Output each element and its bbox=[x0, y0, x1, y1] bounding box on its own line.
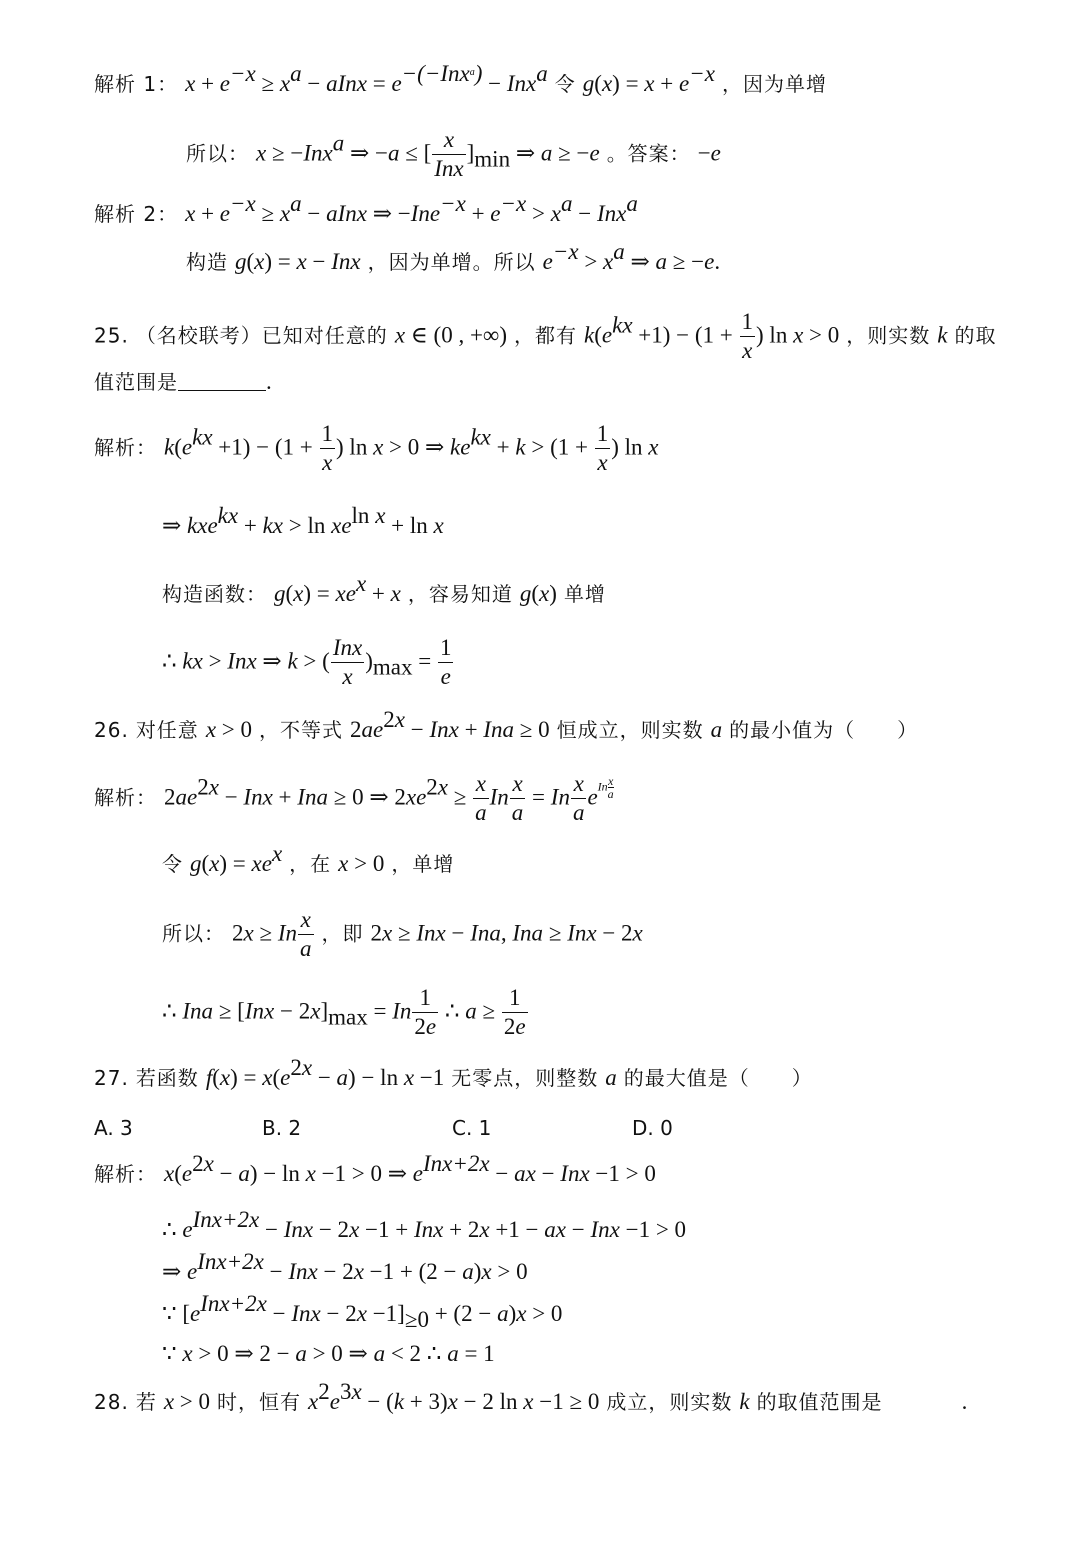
solution-26-line-4: ∴ Ina ≥ $[Inx - 2x]_{max} = In$ $\frac{1}{2e}$ ∴ a ≥ $\frac{1}{2e}$ bbox=[162, 985, 526, 1040]
solution-27-line-1: 解析： $x(e^{2x} - a) - \ln x -1 > 0$ ⇒ $e^{Inx+2x}$ − ax − Inx −1 > 0 bbox=[94, 1151, 656, 1186]
question-28: 28. 若 x > 0 时，恒有 $x^2e^{3x} - (k + 3)x - 2$ ln x −1 ≥ 0 成立，则实数 k 的取值范围是 . bbox=[94, 1379, 968, 1414]
solution-27-line-5: ∵ x > 0 ⇒ 2 − a > 0 ⇒ a < 2 ∴ a = 1 bbox=[162, 1341, 495, 1366]
option-c: C. 1 bbox=[452, 1116, 492, 1140]
question-25-line-2: 值范围是 . bbox=[94, 369, 272, 394]
solution-25-line-1: 解析： $k(e^{kx} +1) - (1$ + $\frac{1}{x}$ ) ln x > 0 ⇒ $ke^{kx} + k > (1$ + $\frac{1}{x}$ ) ln x bbox=[94, 421, 659, 476]
option-b: B. 2 bbox=[262, 1116, 302, 1140]
solution-27-line-4: ∵ [$e^{Inx+2x}$ − Inx − $2x -1]_{\ge 0} + (2 - a)x > 0$ bbox=[162, 1291, 563, 1332]
solution-1-line-1: 解析 1： $x + e^{-x} \ge x^a$ − aInx = $e^{-(-Inx^a)} - Inx^a$ 令 $g(x) = x + e^{-x}$ ，因为单增 bbox=[94, 61, 827, 96]
solution-1-label: 解析 1： bbox=[94, 72, 179, 96]
solution-26-line-3: 所以： 2x ≥ In $\frac{x}{a}$ ，即 2x ≥ Inx − Ina, Ina ≥ Inx − 2x bbox=[162, 907, 643, 962]
solution-2-line-1: 解析 2： $x + e^{-x} \ge x^a$ − aInx ⇒ $-Ine^{-x} + e^{-x} > x^a - Inx^a$ bbox=[94, 191, 638, 226]
question-27: 27. 若函数 $f(x) = x(e^{2x} - a) - \ln x -1$ 无零点，则整数 a 的最大值是（ ） bbox=[94, 1055, 813, 1090]
solution-25-line-2: ⇒ kxe$^{kx}$ + kx > $\ln xe^{ln x} + \ln x$ bbox=[162, 503, 444, 538]
option-d: D. 0 bbox=[632, 1116, 673, 1140]
answer-blank bbox=[178, 370, 266, 391]
solution-25-line-3: 构造函数： $g(x) = xe^x + x$ ，容易知道 g(x) 单增 bbox=[162, 571, 606, 606]
solution-2-label: 解析 2： bbox=[94, 202, 179, 226]
solution-1-line-2: 所以： x ≥ −Inx$^a$ ⇒ −a ≤ [ $\frac{x}{\text{Inx}}$ ]$_{min}$ ⇒ a ≥ −e 。答案： −e bbox=[186, 127, 721, 182]
question-27-number: 27. bbox=[94, 1066, 129, 1090]
option-a: A. 3 bbox=[94, 1116, 133, 1140]
solution-25-line-4: ∴ kx > Inx ⇒ k > ( $\frac{\text{Inx}}{x}$ )$_{max}$ = $\frac{1}{e}$ bbox=[162, 635, 452, 690]
question-25-line-1: 25. （名校联考）已知对任意的 x ∈ (0 , +∞) ，都有 $k(e^{kx} +1) - (1$ + $\frac{1}{x}$ ) ln x > 0 ，则实数 k 的取 bbox=[94, 309, 997, 364]
question-26-number: 26. bbox=[94, 718, 129, 742]
solution-label: 解析： bbox=[94, 435, 157, 460]
question-25-number: 25. bbox=[94, 323, 129, 348]
solution-26-line-1: 解析： $2ae^{2x}$ − Inx + Ina ≥ 0 ⇒ $2xe^{2x}$ ≥ $\frac{x}{a}$ In $\frac{x}{a}$ = In $\frac{x}{a}$ eIn $\frac{x}{a}$ bbox=[94, 771, 614, 826]
solution-2-line-2: 构造 g(x) = x − Inx ，因为单增。所以 $e^{-x} > x^a$ ⇒ a ≥ −e. bbox=[186, 239, 721, 274]
solution-27-line-2: ∴ $e^{Inx+2x}$ − Inx − 2x −1 + Inx + 2x +1 − ax − Inx −1 > 0 bbox=[162, 1207, 687, 1242]
solution-26-line-2: 令 $g(x) = xe^x$ ，在 x > 0 ，单增 bbox=[162, 841, 455, 876]
question-28-number: 28. bbox=[94, 1390, 129, 1414]
question-26: 26. 对任意 x > 0 ，不等式 $2ae^{2x}$ − Inx + Ina ≥ 0 恒成立，则实数 a 的最小值为（ ） bbox=[94, 707, 919, 742]
solution-27-line-3: ⇒ $e^{Inx+2x}$ − Inx − 2x −1 + (2 − a)x > 0 bbox=[162, 1249, 528, 1284]
